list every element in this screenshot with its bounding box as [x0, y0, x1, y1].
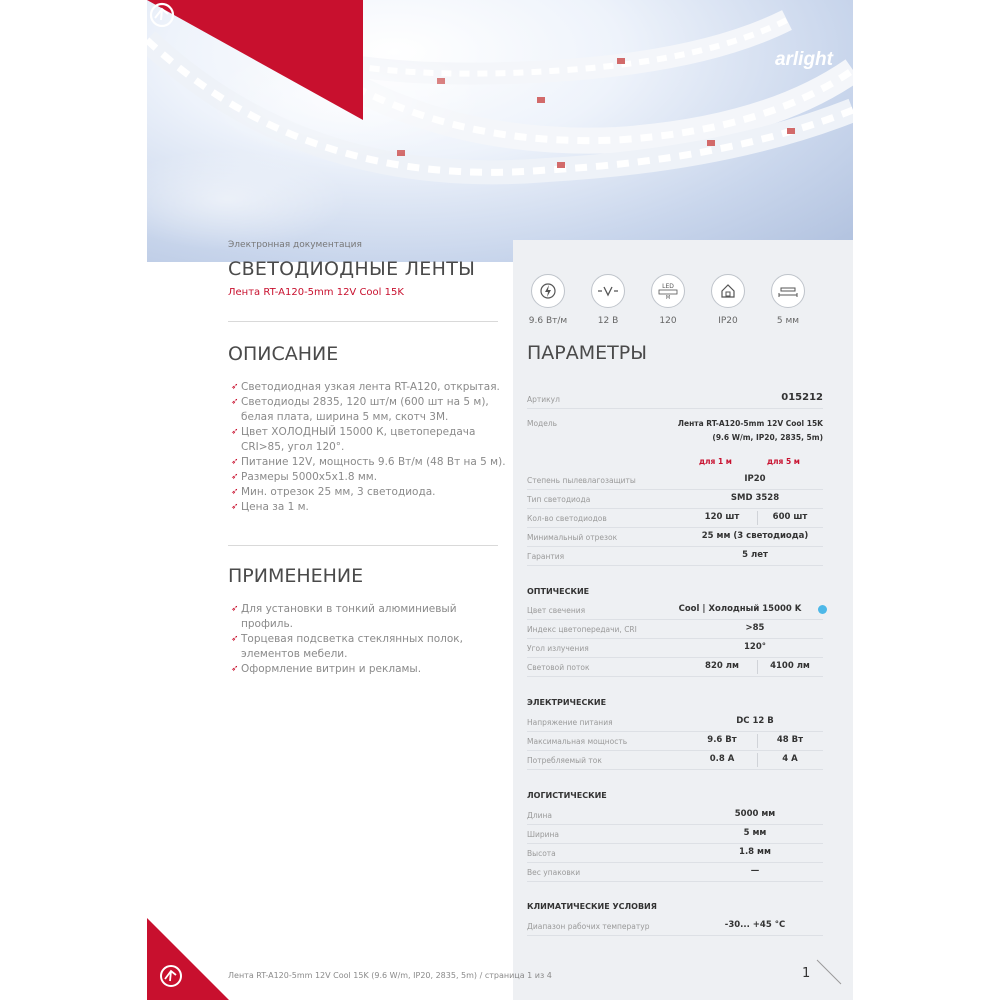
width-icon: [777, 284, 799, 298]
spec-icon-power: 9.6 Вт/м: [523, 274, 573, 326]
group-title-optical: ОПТИЧЕСКИЕ: [527, 587, 590, 596]
brand-corner-triangle: [147, 0, 363, 120]
table-row: Высота 1.8 мм: [527, 844, 823, 863]
description-list: [231, 380, 511, 515]
per-5m-label: для 5 м: [767, 457, 800, 466]
table-row: Максимальная мощность 9.6 Вт 48 Вт: [527, 732, 823, 751]
table-row: Цвет свечения Cool | Холодный 15000 K: [527, 601, 823, 620]
table-row: Артикул 015212: [527, 390, 823, 409]
table-row: Гарантия 5 лет: [527, 547, 823, 566]
table-row: Световой поток 820 лм 4100 лм: [527, 658, 823, 677]
spec-icon-width: 5 мм: [763, 274, 813, 326]
hero-photo: [147, 0, 853, 262]
doc-label: Электронная документация: [228, 240, 362, 250]
list-item: ➶ Светодиодная узкая лента RT-A120, открытая.: [231, 381, 500, 393]
application-list: [231, 602, 511, 677]
datasheet-page: [147, 0, 853, 1000]
list-item: ➶ Торцевая подсветка стеклянных полок, элементов мебели.: [231, 633, 463, 660]
page-number: 1: [802, 966, 811, 981]
page-title: СВЕТОДИОДНЫЕ ЛЕНТЫ: [228, 258, 476, 280]
brand-logo: arlight: [774, 49, 833, 70]
table-row: Диапазон рабочих температур -30... +45 °C: [527, 917, 823, 936]
svg-text:M: M: [665, 295, 671, 301]
table-row: Тип светодиода SMD 3528: [527, 490, 823, 509]
table-row: Потребляемый ток 0.8 А 4 А: [527, 751, 823, 770]
group-title-climate: КЛИМАТИЧЕСКИЕ УСЛОВИЯ: [527, 902, 657, 911]
list-item: ➶ Питание 12V, мощность 9.6 Вт/м (48 Вт на 5 м).: [231, 456, 506, 468]
footer-text: Лента RT-A120-5mm 12V Cool 15K (9.6 W/m, IP20, 2835, 5m) / страница 1 из 4: [228, 971, 552, 980]
table-row: Ширина 5 мм: [527, 825, 823, 844]
group-title-electrical: ЭЛЕКТРИЧЕСКИЕ: [527, 698, 607, 707]
table-row: Длина 5000 мм: [527, 806, 823, 825]
list-item: ➶ Мин. отрезок 25 мм, 3 светодиода.: [231, 486, 436, 498]
table-row: Индекс цветопередачи, CRI >85: [527, 620, 823, 639]
table-row: Напряжение питания DC 12 В: [527, 713, 823, 732]
footer-brand-triangle: [147, 918, 229, 1000]
spec-icon-led-count: LED M 120: [643, 274, 693, 326]
list-item: ➶ Размеры 5000x5x1.8 мм.: [231, 471, 378, 483]
list-item: ➶ Светодиоды 2835, 120 шт/м (600 шт на 5 м), белая плата, ширина 5 мм, скотч 3М.: [231, 396, 489, 423]
arlight-logo-icon: [147, 0, 177, 30]
voltage-icon: [597, 284, 619, 298]
list-item: ➶ Цена за 1 м.: [231, 501, 309, 513]
list-item: ➶ Оформление витрин и рекламы.: [231, 663, 422, 675]
parameters-heading: ПАРАМЕТРЫ: [527, 342, 647, 364]
table-row: Кол-во светодиодов 120 шт 600 шт: [527, 509, 823, 528]
color-dot: [818, 605, 827, 614]
ip-rating-icon: [719, 282, 737, 300]
product-subtitle: Лента RT-A120-5mm 12V Cool 15K: [228, 287, 404, 298]
table-row: Угол излучения 120°: [527, 639, 823, 658]
table-row: Минимальный отрезок 25 мм (3 светодиода): [527, 528, 823, 547]
divider: [228, 545, 498, 546]
table-row: Модель Лента RT-A120-5mm 12V Cool 15K (9.6 W/m, IP20, 2835, 5m): [527, 419, 823, 442]
svg-text:LED: LED: [662, 283, 674, 290]
group-title-logistic: ЛОГИСТИЧЕСКИЕ: [527, 791, 607, 800]
power-icon: [539, 282, 557, 300]
list-item: ➶ Цвет ХОЛОДНЫЙ 15000 К, цветопередача CRI>85, угол 120°.: [231, 426, 476, 453]
table-row: Степень пылевлагозащиты IP20: [527, 471, 823, 490]
divider: [228, 321, 498, 322]
list-item: ➶ Для установки в тонкий алюминиевый профиль.: [231, 603, 457, 630]
table-row: Вес упаковки —: [527, 863, 823, 882]
page-corner-mark: [815, 958, 843, 986]
per-1m-label: для 1 м: [699, 457, 732, 466]
spec-icon-voltage: 12 В: [583, 274, 633, 326]
led-count-icon: [657, 281, 679, 301]
application-heading: ПРИМЕНЕНИЕ: [228, 565, 364, 587]
description-heading: ОПИСАНИЕ: [228, 343, 339, 365]
spec-icon-ip: IP20: [703, 274, 753, 326]
